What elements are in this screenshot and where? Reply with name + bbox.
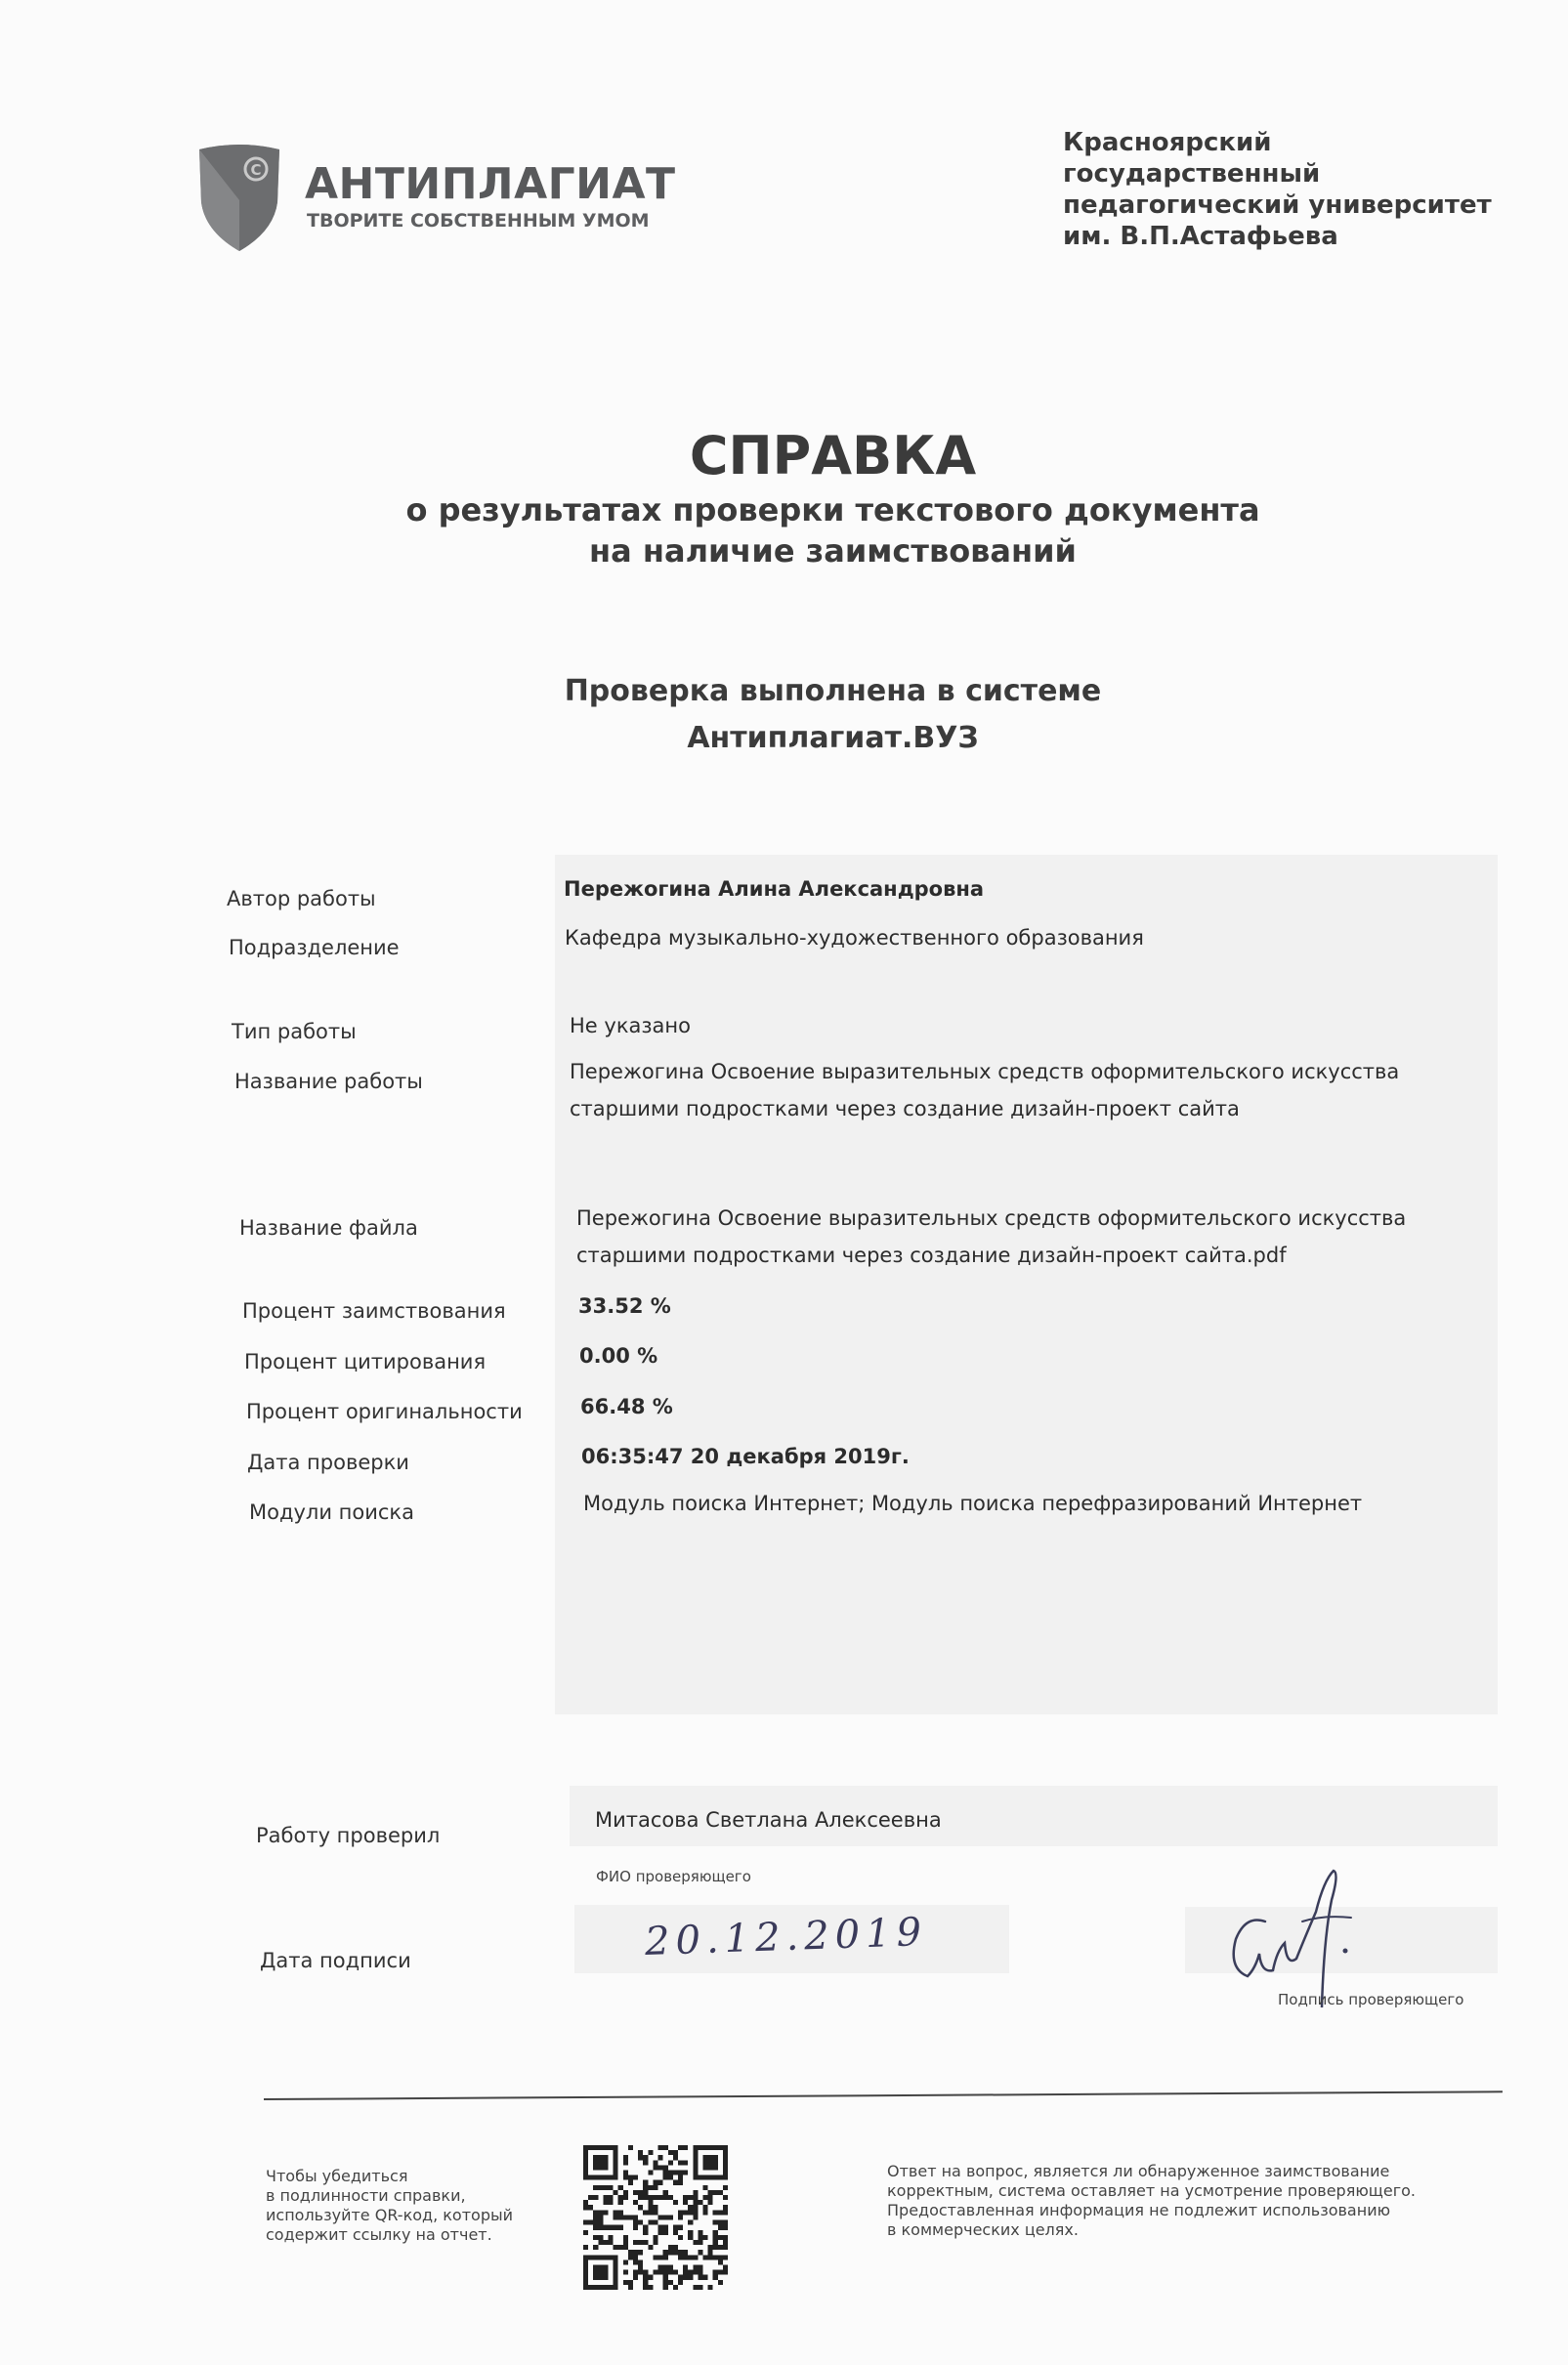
check-date-value: 06:35:47 20 декабря 2019г. (581, 1445, 910, 1468)
work-title-line: Пережогина Освоение выразительных средств оформительского искусства (570, 1060, 1400, 1083)
borrowing-percent-value: 33.52 % (578, 1294, 671, 1318)
originality-percent-label: Процент оригинальности (246, 1400, 523, 1423)
qr-code-icon[interactable] (583, 2145, 728, 2290)
author-label: Автор работы (227, 887, 376, 910)
footer-disclaimer-line: корректным, система оставляет на усмотрение проверяющего. (887, 2181, 1416, 2200)
university-line: государственный (1063, 159, 1321, 189)
footer-verify-line: используйте QR-код, который (266, 2206, 513, 2224)
footer-verify-line: содержит ссылку на отчет. (266, 2225, 492, 2244)
university-name (1063, 127, 1493, 252)
department-value: Кафедра музыкально-художественного образования (565, 926, 1144, 950)
footer-disclaimer (887, 2162, 1416, 2240)
originality-percent-value: 66.48 % (580, 1395, 673, 1418)
info-panel-background (555, 855, 1498, 1714)
university-line: им. В.П.Астафьева (1063, 222, 1338, 251)
university-line: Красноярский (1063, 128, 1272, 157)
file-name-line: Пережогина Освоение выразительных средств оформительского искусства (576, 1206, 1407, 1230)
sign-date-label: Дата подписи (260, 1949, 411, 1972)
university-line: педагогический университет (1063, 190, 1492, 220)
sign-date-handwritten: 20.12.2019 (644, 1909, 928, 1965)
check-date-label: Дата проверки (247, 1451, 409, 1474)
work-title-value (570, 1053, 1399, 1127)
work-title-label: Название работы (234, 1070, 423, 1093)
logo-title: АНТИПЛАГИАТ (305, 159, 676, 209)
work-title-line: старшими подростками через создание дизайн-проект сайта (570, 1097, 1240, 1120)
footer-disclaimer-line: в коммерческих целях. (887, 2220, 1079, 2239)
department-label: Подразделение (229, 936, 400, 959)
footer-disclaimer-line: Ответ на вопрос, является ли обнаруженное заимствование (887, 2162, 1390, 2180)
system-line1: Проверка выполнена в системе (564, 674, 1102, 708)
system-name: Антиплагиат.ВУЗ (687, 721, 979, 755)
work-type-label: Тип работы (232, 1020, 357, 1043)
signature-caption: Подпись проверяющего (1278, 1991, 1464, 2008)
checker-caption: ФИО проверяющего (596, 1868, 751, 1885)
file-name-line: старшими подростками через создание дизайн-проект сайта.pdf (576, 1244, 1287, 1267)
footer-divider (264, 2090, 1503, 2100)
copyright-shield-icon (195, 142, 283, 254)
footer-disclaimer-line: Предоставленная информация не подлежит использованию (887, 2201, 1391, 2219)
file-name-value (576, 1200, 1406, 1274)
citation-percent-label: Процент цитирования (244, 1350, 487, 1373)
citation-percent-value: 0.00 % (579, 1344, 658, 1368)
document-subtitle-line1: о результатах проверки текстового документа (405, 491, 1260, 528)
antiplagiat-logo (195, 142, 676, 259)
svg-text:C: C (250, 161, 262, 179)
checked-by-label: Работу проверил (256, 1824, 441, 1847)
footer-verify-line: в подлинности справки, (266, 2186, 466, 2205)
document-subtitle-line2: на наличие заимствований (589, 532, 1077, 570)
search-modules-value: Модуль поиска Интернет; Модуль поиска перефразирований Интернет (583, 1492, 1363, 1515)
file-name-label: Название файла (239, 1216, 418, 1240)
document-title: СПРАВКА (689, 425, 977, 486)
footer-verify-text (266, 2167, 513, 2245)
signature-icon (1226, 1861, 1382, 2007)
checker-name: Митасова Светлана Алексеевна (595, 1808, 942, 1832)
work-type-value: Не указано (570, 1014, 691, 1037)
borrowing-percent-label: Процент заимствования (242, 1299, 506, 1323)
author-value: Пережогина Алина Александровна (564, 877, 985, 901)
search-modules-label: Модули поиска (249, 1500, 414, 1524)
logo-slogan: ТВОРИТЕ СОБСТВЕННЫМ УМОМ (307, 210, 650, 232)
footer-verify-line: Чтобы убедиться (266, 2167, 408, 2185)
